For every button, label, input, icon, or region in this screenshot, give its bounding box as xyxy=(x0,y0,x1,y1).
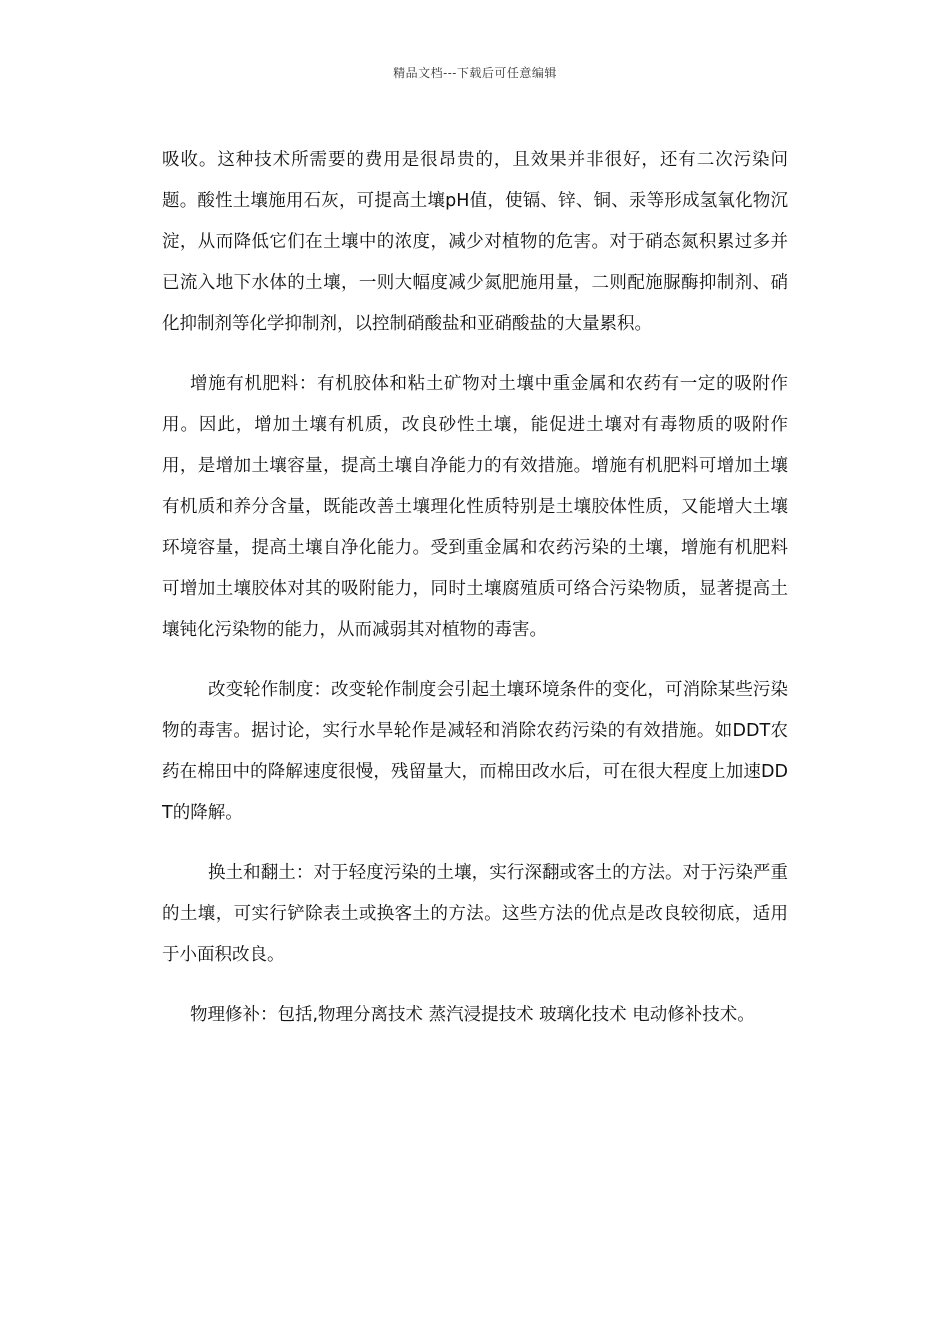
paragraph-soil-replacement: 换土和翻土：对于轻度污染的土壤，实行深翻或客土的方法。对于污染严重的土壤，可实行铲除表土或换客土的方法。这些方法的优点是改良较彻底，适用于小面积改良。 xyxy=(162,863,788,965)
document-body xyxy=(162,140,788,1036)
paragraph-physical-remediation: 物理修补：包括,物理分离技术 蒸汽浸提技术 玻璃化技术 电动修补技术。 xyxy=(190,1005,755,1025)
paragraph-crop-rotation: 改变轮作制度：改变轮作制度会引起土壤环境条件的变化，可消除某些污染物的毒害。据讨论，实行水旱轮作是减轻和消除农药污染的有效措施。如DDT农药在棉田中的降解速度很慢，残留量大，而棉田改水后，可在很大程度上加速DDT的降解。 xyxy=(162,680,788,823)
paragraph-chemical-remediation: 吸收。这种技术所需要的费用是很昂贵的，且效果并非很好，还有二次污染问题。酸性土壤施用石灰，可提高土壤pH值，使镉、锌、铜、汞等形成氢氧化物沉淀，从而降低它们在土壤中的浓度，减少对植物的危害。对于硝态氮积累过多并已流入地下水体的土壤，一则大幅度减少氮肥施用量，二则配施脲酶抑制剂、硝化抑制剂等化学抑制剂，以控制硝酸盐和亚硝酸盐的大量累积。 xyxy=(162,150,788,334)
page-header: 精品文档---下载后可任意编辑 xyxy=(393,66,557,80)
paragraph-organic-fertilizer: 增施有机肥料：有机胶体和粘土矿物对土壤中重金属和农药有一定的吸附作用。因此，增加土壤有机质，改良砂性土壤，能促进土壤对有毒物质的吸附作用，是增加土壤容量，提高土壤自净能力的有效措施。增施有机肥料可增加土壤有机质和养分含量，既能改善土壤理化性质特别是土壤胶体性质，又能增大土壤环境容量，提高土壤自净化能力。受到重金属和农药污染的土壤，增施有机肥料可增加土壤胶体对其的吸附能力，同时土壤腐殖质可络合污染物质，显著提高土壤钝化污染物的能力，从而减弱其对植物的毒害。 xyxy=(162,374,788,640)
